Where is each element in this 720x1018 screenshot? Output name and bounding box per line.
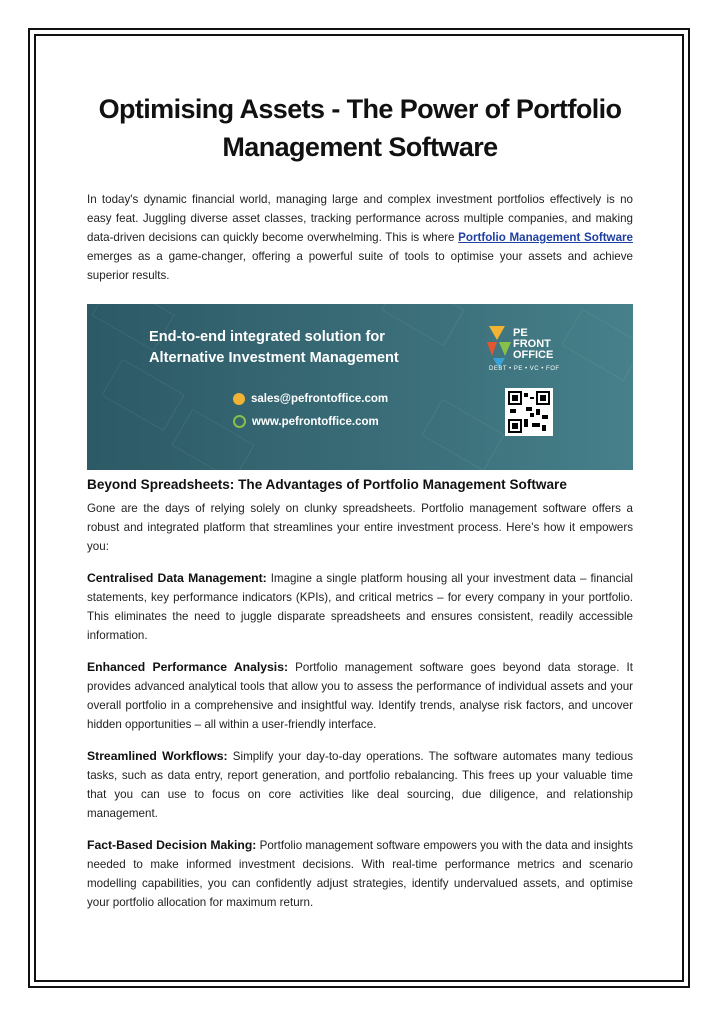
portfolio-software-link[interactable]: Portfolio Management Software: [458, 231, 633, 244]
point-text: Imagine a single platform housing all your investment data – financial statements, key performance indicators (KPIs), and critical metrics – for every company in your portfolio. This eliminates the need to juggle disparate spreadsheets and ensures consistent, readily accessible information.: [87, 572, 633, 642]
globe-icon: [233, 415, 246, 428]
logo-line-3: OFFICE: [513, 349, 554, 361]
logo-line-1: PE: [513, 327, 528, 339]
logo-line-2: FRONT: [513, 338, 551, 350]
banner-headline-line-1: End-to-end integrated solution for: [149, 329, 385, 345]
banner-email-row: [233, 393, 388, 405]
logo-tagline: DEBT • PE • VC • FOF: [489, 366, 560, 372]
intro-text-start: In today's dynamic financial world, managing large and complex investment portfolios effectively is no easy feat. Juggling diverse asset classes, tracking performance across multiple companies, and making data-driven decisions can quickly become overwhelming. This is where: [87, 193, 633, 244]
title-line-2: Management Software: [222, 132, 498, 162]
banner-headline-line-2: Alternative Investment Management: [149, 350, 399, 366]
promo-banner[interactable]: [87, 304, 633, 470]
title-line-1: Optimising Assets - The Power of Portfolio: [98, 94, 622, 124]
point-text: Portfolio management software empowers you with the data and insights needed to make informed investment decisions. With real-time performance metrics and scenario modelling capabilities, you can confidently adjust strategies, identify undervalued assets, and optimise your portfolio allocation for maximum return.: [87, 839, 634, 909]
logo-wordmark: [513, 328, 553, 361]
section-intro: Gone are the days of relying solely on clunky spreadsheets. Portfolio management software offers a robust and integrated platform that streamlines your entire investment process. Here's how it empowers you:: [87, 502, 633, 553]
document-body: [87, 90, 633, 912]
banner-email: sales@pefrontoffice.com: [251, 393, 389, 405]
point-lead: Streamlined Workflows:: [87, 749, 228, 763]
point-performance-analysis: [87, 658, 633, 734]
banner-headline: [149, 327, 399, 369]
section-heading: Beyond Spreadsheets: The Advantages of Portfolio Management Software: [87, 477, 567, 492]
document-title: [87, 90, 633, 166]
banner-website-row: [233, 415, 379, 428]
point-fact-based-decisions: [87, 836, 633, 912]
hex-pattern: [101, 359, 184, 431]
qr-code-icon: [505, 388, 553, 436]
intro-paragraph: [87, 190, 633, 285]
intro-text-end: emerges as a game-changer, offering a powerful suite of tools to optimise your assets and achieve superior results.: [87, 250, 633, 282]
point-text: Portfolio management software goes beyond data storage. It provides advanced analytical tools that allow you to assess the performance of individual assets and your overall portfolio in a comprehensive and insightful way. Identify trends, analyse risk factors, and uncover hidden opportunities – all within a user-friendly interface.: [87, 661, 633, 731]
point-lead: Fact-Based Decision Making:: [87, 838, 257, 852]
banner-website: www.pefrontoffice.com: [252, 415, 379, 428]
point-lead: Centralised Data Management:: [87, 571, 267, 585]
point-centralised-data: [87, 569, 633, 645]
hex-pattern: [421, 399, 504, 470]
email-icon: [233, 393, 245, 405]
point-streamlined-workflows: [87, 747, 633, 823]
point-lead: Enhanced Performance Analysis:: [87, 660, 289, 674]
point-text: Simplify your day-to-day operations. The software automates many tedious tasks, such as data entry, report generation, and portfolio rebalancing. This frees up your valuable time that you can use to focus on core activities like deal sourcing, due diligence, and relationship management.: [87, 750, 633, 820]
